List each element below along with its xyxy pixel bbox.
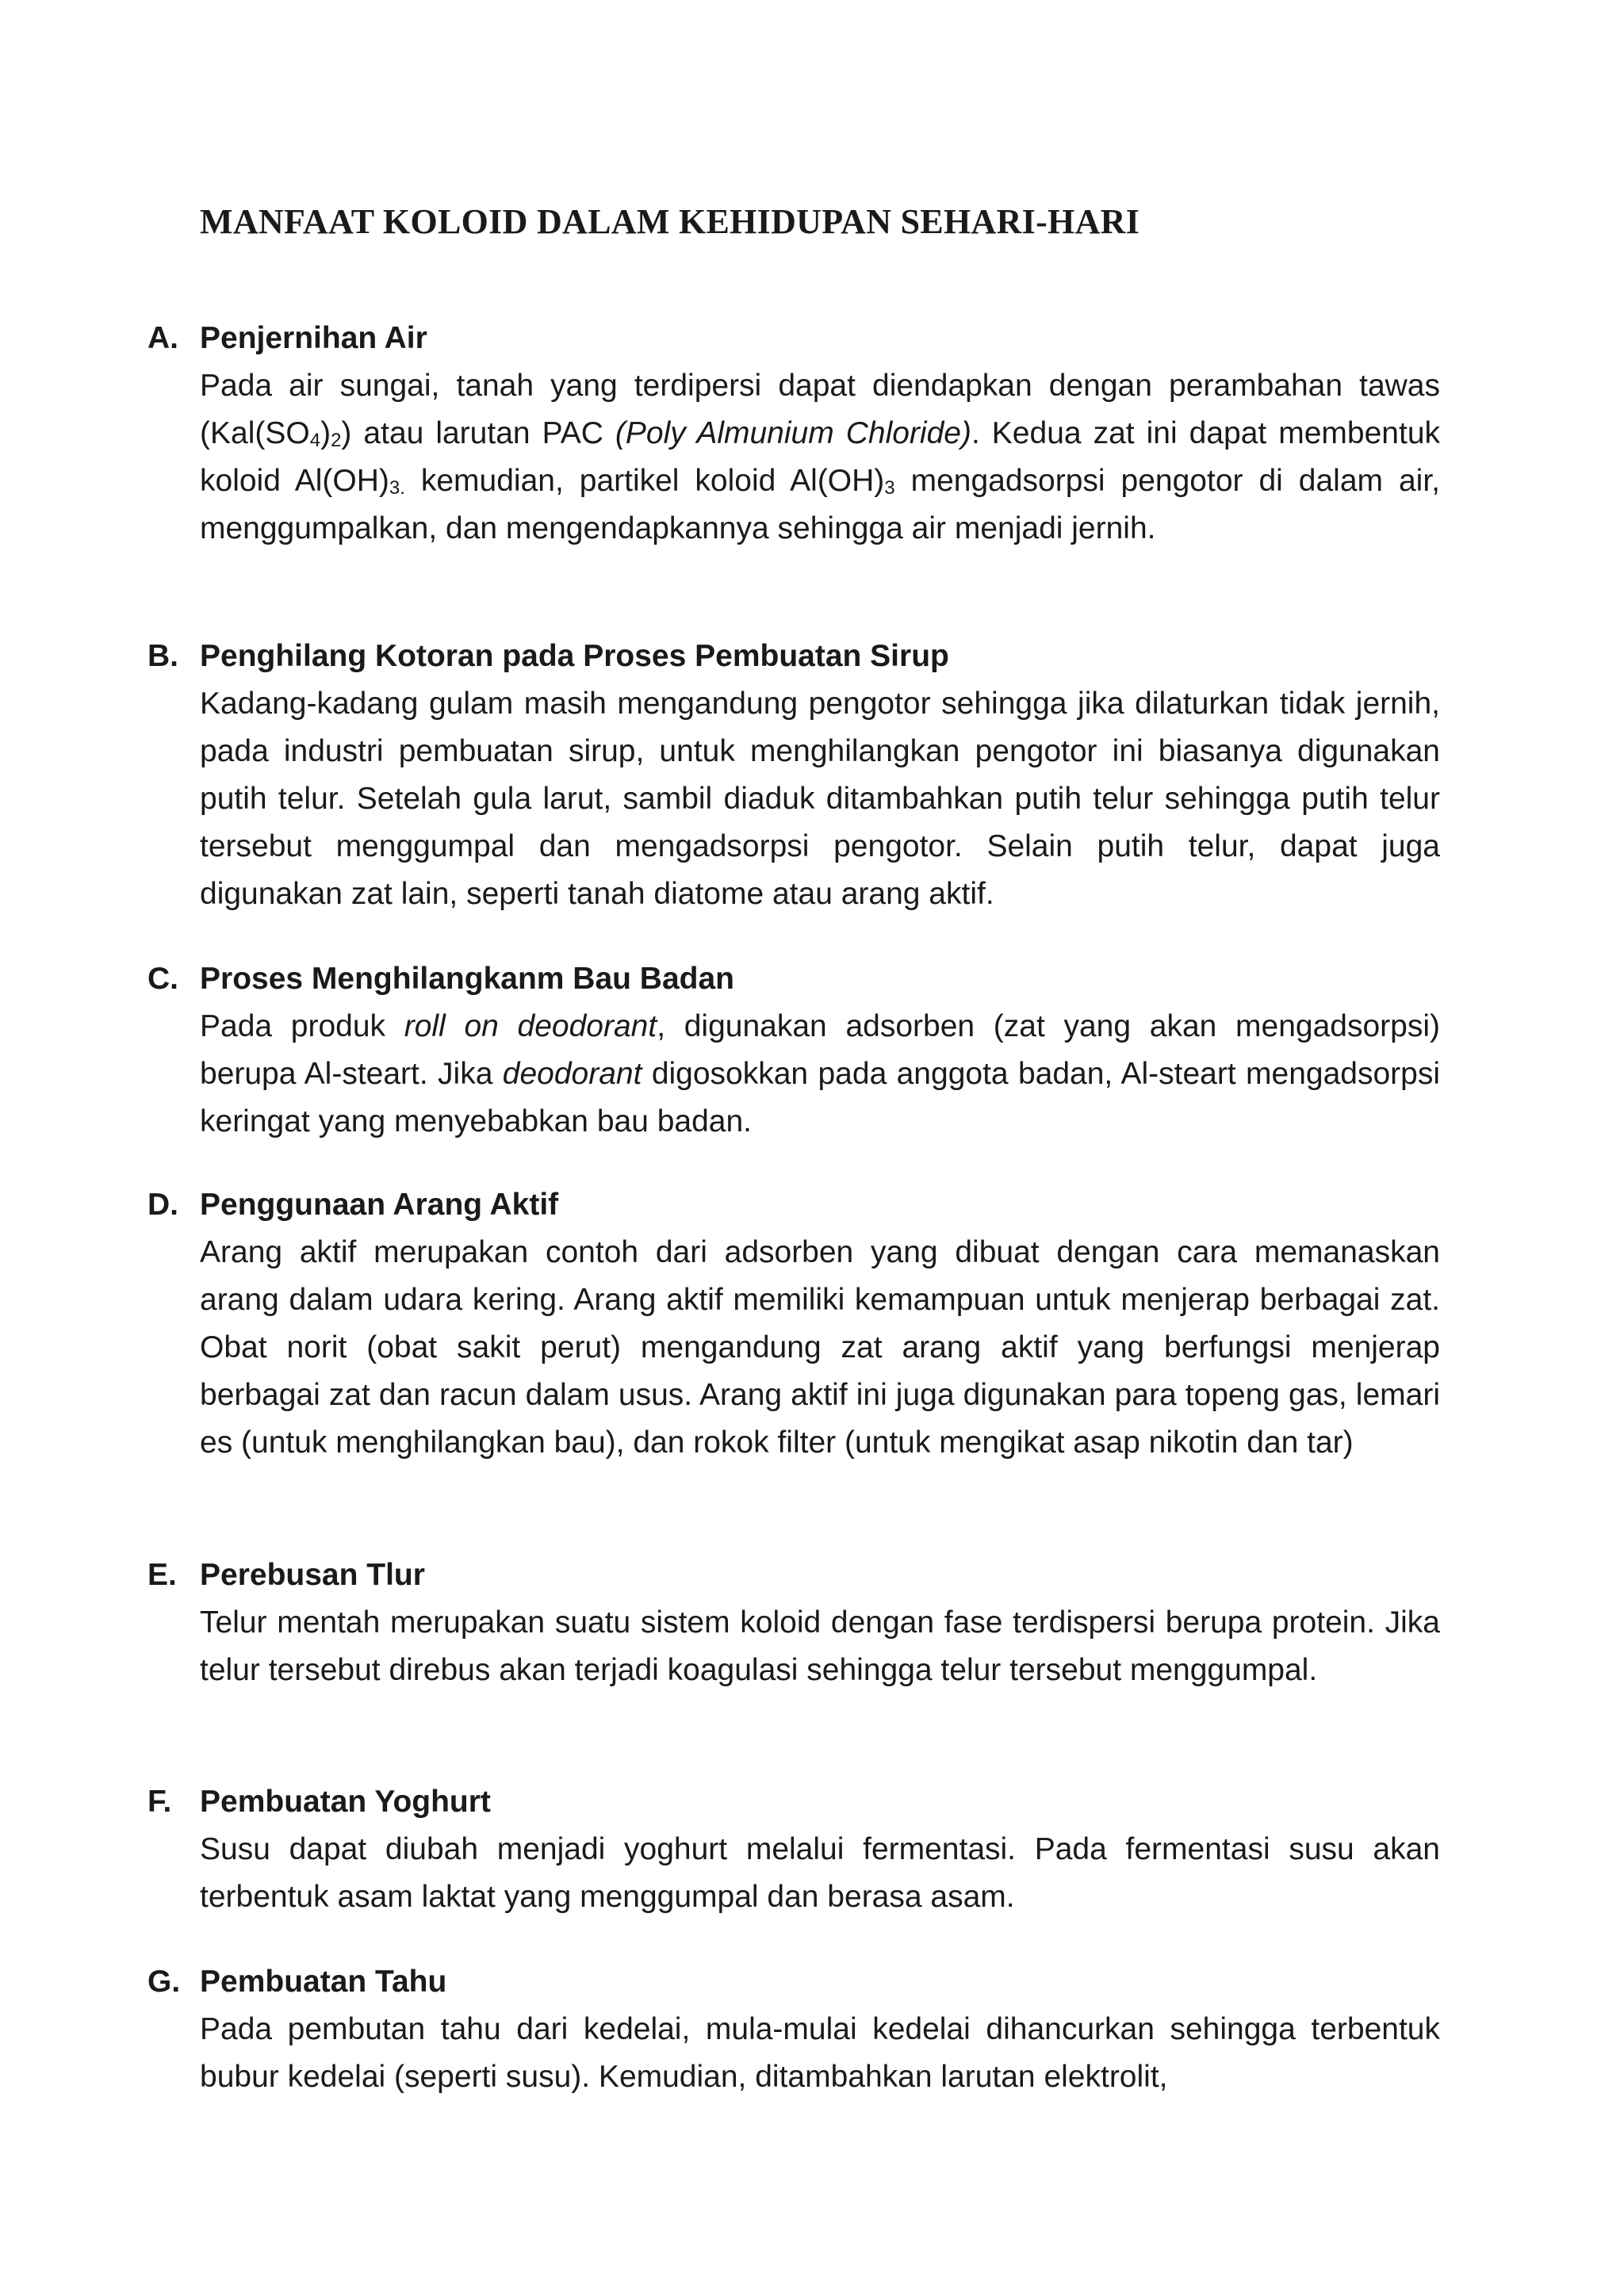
text-run: . Kedua zat ini dapat membentuk koloid Al(OH): [200, 416, 1441, 498]
section-penghilang-kotoran: [147, 633, 1440, 918]
section-title: Penjernihan Air: [200, 321, 427, 355]
section-heading: [147, 955, 1440, 1003]
section-perebusan-telur: [147, 1552, 1440, 1694]
italic-term: roll on deodorant: [404, 1009, 657, 1043]
section-heading: [147, 1778, 1440, 1826]
document-title: MANFAAT KOLOID DALAM KEHIDUPAN SEHARI-HARI: [200, 202, 1140, 241]
section-penjernihan-air: [147, 315, 1440, 553]
section-title: Pembuatan Tahu: [200, 1965, 447, 1999]
text-run: digosokkan pada anggota badan, Al-steart mengadsorpsi keringat yang menyebabkan bau badan.: [200, 1057, 1441, 1138]
section-body: [200, 1003, 1440, 1146]
text-run: ): [320, 416, 331, 450]
section-title: Penggunaan Arang Aktif: [200, 1188, 559, 1222]
subscript: 3.: [389, 477, 405, 499]
section-body: [200, 1229, 1440, 1467]
section-body: [200, 1599, 1440, 1694]
section-paragraph: Pada pembutan tahu dari kedelai, mula-mulai kedelai dihancurkan sehingga terbentuk bubur kedelai (seperti susu). Kemudian, ditambahkan larutan elektrolit,: [200, 2012, 1440, 2094]
section-title: Penghilang Kotoran pada Proses Pembuatan Sirup: [200, 639, 949, 673]
text-run: , digunakan adsorben (zat yang akan mengadsorpsi) berupa Al-steart. Jika: [200, 1009, 1440, 1091]
italic-term: (Poly Almunium Chloride): [615, 416, 971, 450]
subscript: 4: [309, 430, 321, 451]
section-yoghurt: [147, 1778, 1440, 1921]
section-paragraph: Susu dapat diubah menjadi yoghurt melalui fermentasi. Pada fermentasi susu akan terbentuk asam laktat yang menggumpal dan berasa asam.: [200, 1832, 1440, 1914]
text-run: Pada air sungai, tanah yang terdipersi dapat diendapkan dengan perambahan tawas (Kal(SO: [200, 369, 1440, 450]
section-letter: A.: [147, 321, 178, 355]
text-run: ) atau larutan PAC: [341, 416, 615, 450]
section-body: [200, 1826, 1440, 1921]
section-heading: [147, 633, 1440, 680]
section-body: [200, 680, 1440, 918]
section-title: Proses Menghilangkanm Bau Badan: [200, 962, 734, 996]
text-run: mengadsorpsi pengotor di dalam air, menggumpalkan, dan mengendapkannya sehingga air menjadi jernih.: [200, 464, 1440, 545]
section-paragraph: [200, 1003, 1440, 1146]
text-run: kemudian, partikel koloid Al(OH): [404, 464, 885, 498]
section-letter: E.: [147, 1558, 177, 1592]
section-tahu: [147, 1958, 1440, 2101]
section-title: Perebusan Tlur: [200, 1558, 425, 1592]
section-paragraph: Kadang-kadang gulam masih mengandung pengotor sehingga jika dilaturkan tidak jernih, pada industri pembuatan sirup, untuk menghilangkan pengotor ini biasanya digunakan putih telur. Setelah gula larut, sambil diaduk ditambahkan putih telur sehingga putih telur tersebut menggumpal dan mengadsorpsi pengotor. Selain putih telur, dapat juga digunakan zat lain, seperti tanah diatome atau arang aktif.: [200, 687, 1440, 911]
section-heading: [147, 315, 1440, 362]
text-run: Pada produk: [200, 1009, 404, 1043]
section-heading: [147, 1552, 1440, 1599]
section-letter: D.: [147, 1188, 178, 1222]
section-body: [200, 362, 1440, 553]
section-letter: G.: [147, 1965, 181, 1999]
subscript: 2: [331, 430, 342, 451]
section-body: [200, 2006, 1440, 2101]
section-bau-badan: [147, 955, 1440, 1146]
section-letter: F.: [147, 1785, 172, 1819]
subscript: 3: [884, 477, 895, 499]
section-title: Pembuatan Yoghurt: [200, 1785, 491, 1819]
section-paragraph: Arang aktif merupakan contoh dari adsorben yang dibuat dengan cara memanaskan arang dalam udara kering. Arang aktif memiliki kemampuan untuk menjerap berbagai zat. Obat norit (obat sakit perut) mengandung zat arang aktif yang berfungsi menjerap berbagai zat dan racun dalam usus. Arang aktif ini juga digunakan para topeng gas, lemari es (untuk menghilangkan bau), dan rokok filter (untuk mengikat asap nikotin dan tar): [200, 1235, 1440, 1460]
section-letter: C.: [147, 962, 178, 996]
section-paragraph: Telur mentah merupakan suatu sistem koloid dengan fase terdispersi berupa protein. Jika telur tersebut direbus akan terjadi koagulasi sehingga telur tersebut menggumpal.: [200, 1605, 1440, 1687]
section-paragraph: [200, 362, 1440, 553]
section-letter: B.: [147, 639, 178, 673]
section-heading: [147, 1181, 1440, 1229]
section-arang-aktif: [147, 1181, 1440, 1467]
italic-term: deodorant: [502, 1057, 642, 1091]
section-heading: [147, 1958, 1440, 2006]
